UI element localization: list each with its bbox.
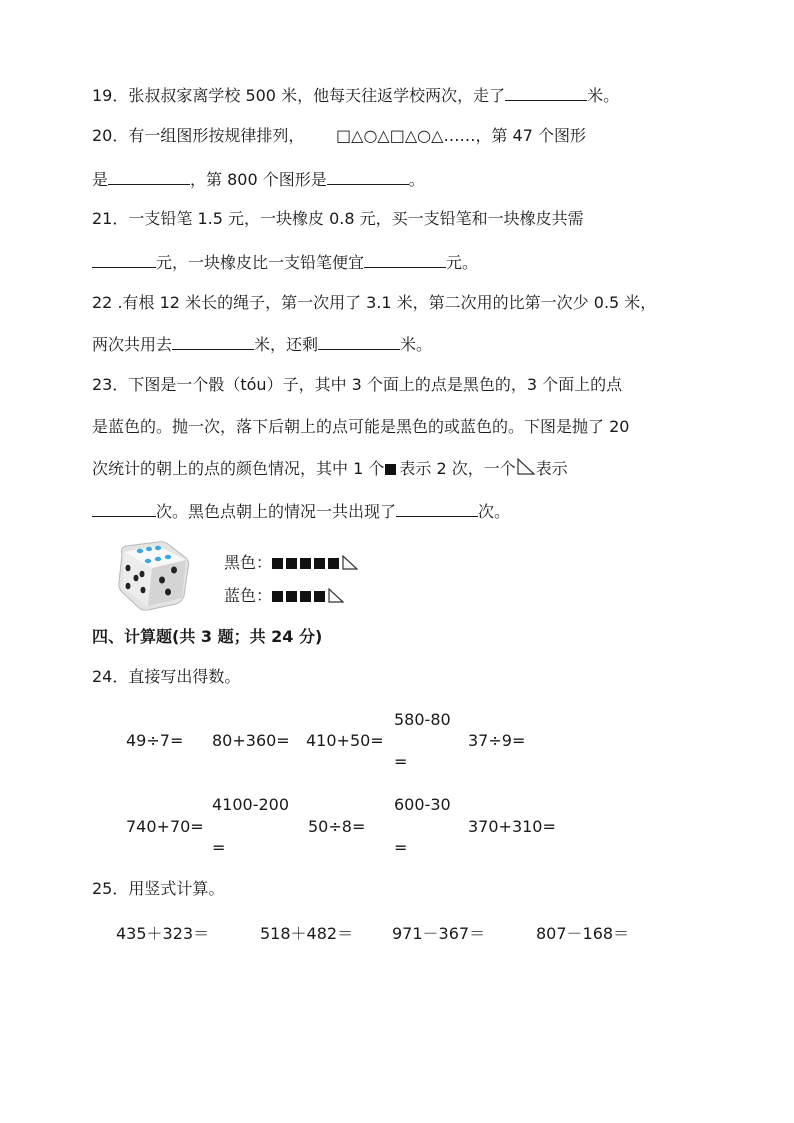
vertical-calc-item: 435＋323＝ <box>116 924 210 943</box>
calc-item-equals: = <box>394 838 408 857</box>
tally-label: 黑色： <box>224 553 273 572</box>
square-icon <box>286 558 297 569</box>
q20-line1-tail: ……，第 47 个图形 <box>443 126 586 145</box>
q21-text: 21．一支铅笔 1.5 元，一块橡皮 0.8 元，买一支铅笔和一块橡皮共需 <box>92 209 584 228</box>
calc-item: 4100-200 <box>212 795 290 814</box>
pattern-shape: □ <box>336 126 352 145</box>
q21-text-a: 元，一块橡皮比一支铅笔便宜 <box>156 253 365 272</box>
vertical-calc-item: 807－168＝ <box>536 924 630 943</box>
question-24-title: 24．直接写出得数。 <box>92 667 241 686</box>
square-icon <box>272 591 283 602</box>
question-23-line2 <box>92 416 629 438</box>
square-symbol-icon <box>385 464 396 475</box>
square-icon <box>300 591 311 602</box>
dice-icon <box>114 540 192 612</box>
q21-blank-1[interactable] <box>92 251 156 268</box>
calc-item: 50÷8= <box>308 817 366 836</box>
q23-text-3a: 次统计的朝上的点的颜色情况，其中 1 个 <box>92 459 385 478</box>
q23-text-3b: 表示 2 次，一个 <box>399 459 516 478</box>
q19-tail: 米。 <box>587 86 620 105</box>
q20-blank-1[interactable] <box>108 168 190 185</box>
q22-blank-2[interactable] <box>318 333 400 350</box>
tally-row-black <box>224 553 358 573</box>
calc-item: 600-30 <box>394 795 451 814</box>
question-21-line2 <box>92 251 478 274</box>
q20-text: 20．有一组图形按规律排列， <box>92 126 305 145</box>
q23-text-2: 是蓝色的。抛一次，落下后朝上的点可能是黑色的或蓝色的。下图是抛了 20 <box>92 417 630 436</box>
section-heading: 四、计算题(共 3 题；共 24 分) <box>92 627 323 646</box>
question-21-line1 <box>92 208 584 230</box>
square-icon <box>314 591 325 602</box>
calc-item: 49÷7= <box>126 731 184 750</box>
calc-item: 370+310= <box>468 817 556 836</box>
q20-text-c: 。 <box>408 170 425 189</box>
q23-text-4a: 次。黑色点朝上的情况一共出现了 <box>156 502 397 521</box>
vertical-calc-item: 971－367＝ <box>392 924 486 943</box>
q20-pattern <box>336 125 586 147</box>
calc-item-equals: = <box>394 752 408 771</box>
q20-blank-2[interactable] <box>327 168 409 185</box>
q21-blank-2[interactable] <box>364 251 446 268</box>
triangle-symbol-icon <box>516 458 536 476</box>
q23-text-3c: 表示 <box>535 459 568 478</box>
q22-text-b: 米，还剩 <box>254 335 319 354</box>
q20-text-a: 是 <box>92 170 109 189</box>
q23-text-1: 23．下图是一个骰（tóu）子，其中 3 个面上的点是黑色的，3 个面上的点 <box>92 375 623 394</box>
question-20-line1 <box>92 125 304 147</box>
q22-blank-1[interactable] <box>172 333 254 350</box>
triangle-icon <box>342 555 358 570</box>
question-23-line3 <box>92 458 568 480</box>
calc-item: 37÷9= <box>468 731 526 750</box>
calc-item: 740+70= <box>126 817 204 836</box>
q23-blank-1[interactable] <box>92 500 156 517</box>
square-icon <box>286 591 297 602</box>
pattern-shape: ○ <box>363 126 378 145</box>
question-22-line2 <box>92 333 432 356</box>
pattern-shape: □ <box>389 126 405 145</box>
q19-text: 19．张叔叔家离学校 500 米，他每天往返学校两次，走了 <box>92 86 506 105</box>
pattern-shape: △ <box>431 126 444 145</box>
question-20-line2 <box>92 168 425 191</box>
calc-item: 80+360= <box>212 731 290 750</box>
pattern-shape: △ <box>404 126 418 145</box>
q23-blank-2[interactable] <box>396 500 478 517</box>
q22-text-c: 米。 <box>400 335 433 354</box>
question-23-line4 <box>92 500 510 523</box>
calc-item: 580-80 <box>394 710 451 729</box>
square-icon <box>272 558 283 569</box>
pattern-shape: ○ <box>417 126 432 145</box>
q19-blank[interactable] <box>505 84 587 101</box>
tally-row-blue <box>224 586 344 606</box>
q21-text-b: 元。 <box>446 253 479 272</box>
square-icon <box>328 558 339 569</box>
q20-text-b: ，第 800 个图形是 <box>190 170 327 189</box>
pattern-shape: △ <box>351 126 364 145</box>
calc-item: 410+50= <box>306 731 384 750</box>
question-19 <box>92 84 619 107</box>
question-25-title: 25．用竖式计算。 <box>92 879 225 898</box>
q22-text: 22 .有根 12 米长的绳子，第一次用了 3.1 米，第二次用的比第一次少 0.5 米， <box>92 293 657 312</box>
q22-text-a: 两次共用去 <box>92 335 173 354</box>
q23-text-4b: 次。 <box>478 502 511 521</box>
pattern-shape: △ <box>377 126 390 145</box>
square-icon <box>314 558 325 569</box>
calc-item-equals: = <box>212 838 226 857</box>
tally-label: 蓝色： <box>224 586 273 605</box>
vertical-calc-item: 518＋482＝ <box>260 924 354 943</box>
triangle-icon <box>328 588 344 603</box>
question-22-line1 <box>92 292 656 314</box>
question-23-line1 <box>92 374 622 396</box>
square-icon <box>300 558 311 569</box>
